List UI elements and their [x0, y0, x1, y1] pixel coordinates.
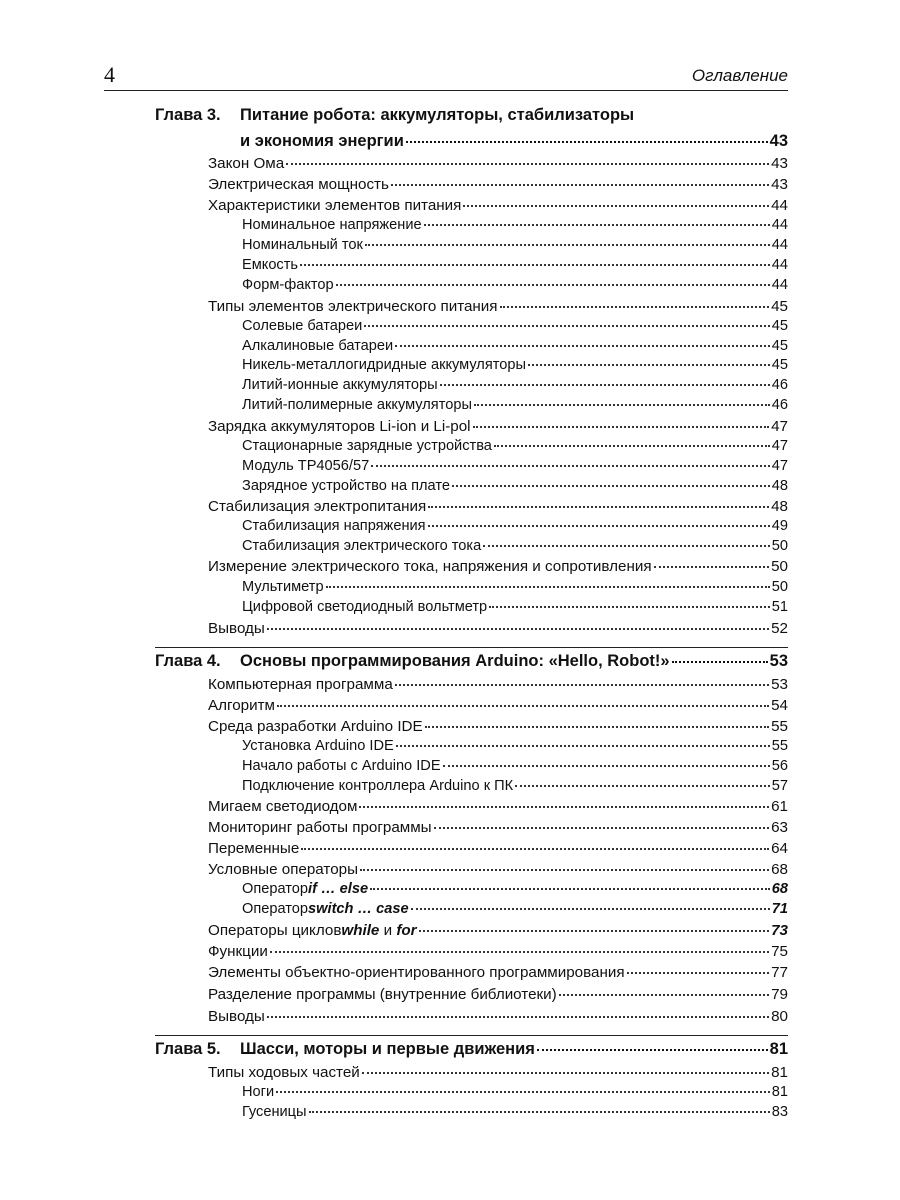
entry-page: 47: [771, 458, 788, 474]
entry-title: Выводы: [208, 620, 265, 637]
leader-dots: [396, 744, 770, 747]
leader-dots: [411, 907, 770, 910]
leader-dots: [267, 1015, 769, 1018]
entry-title: Алгоритм: [208, 697, 275, 714]
toc-subentry: [242, 357, 788, 377]
leader-dots: [627, 971, 770, 974]
page-number: 4: [104, 62, 115, 87]
entry-page: 51: [771, 599, 788, 615]
chapter-label: Глава 3.: [155, 106, 221, 124]
toc-subentry: [242, 1084, 788, 1104]
leader-dots: [336, 283, 770, 286]
leader-dots: [270, 950, 769, 953]
toc-entry: [208, 498, 788, 518]
entry-page: 61: [771, 798, 788, 815]
entry-title: Зарядка аккумуляторов Li-ion и Li-pol: [208, 418, 471, 435]
entry-page: 52: [771, 620, 788, 637]
leader-dots: [483, 544, 770, 547]
toc-entry: [208, 418, 788, 438]
entry-page: 43: [771, 176, 788, 193]
toc-entry: [208, 840, 788, 860]
leader-dots: [301, 847, 769, 850]
entry-title: Выводы: [208, 1008, 265, 1025]
leader-dots: [559, 993, 769, 996]
entry-page: 44: [771, 257, 788, 273]
toc-subentry: [242, 318, 788, 338]
leader-dots: [359, 805, 769, 808]
entry-page: 71: [771, 901, 788, 917]
toc-entry: [208, 697, 788, 717]
toc-entry: [208, 819, 788, 839]
entry-title-mid: и: [379, 922, 397, 939]
entry-code: for: [396, 922, 417, 939]
entry-page: 68: [771, 861, 788, 878]
toc-entry: [208, 861, 788, 881]
entry-title: Мониторинг работы программы: [208, 819, 432, 836]
leader-dots: [365, 243, 770, 246]
entry-title: Операторы циклов: [208, 922, 342, 939]
leader-dots: [434, 826, 770, 829]
entry-page: 44: [771, 197, 788, 214]
entry-title: Начало работы с Arduino IDE: [242, 758, 441, 774]
toc-entry: [208, 155, 788, 175]
leader-dots: [362, 1071, 769, 1074]
leader-dots: [537, 1048, 768, 1051]
entry-title: Оператор: [242, 881, 309, 897]
toc-entry: [208, 1064, 788, 1084]
entry-title: Характеристики элементов питания: [208, 197, 462, 214]
leader-dots: [672, 660, 768, 663]
entry-page: 45: [771, 298, 788, 315]
entry-page: 44: [771, 237, 788, 253]
leader-dots: [277, 704, 769, 707]
leader-dots: [406, 140, 768, 143]
entry-title: Подключение контроллера Arduino к ПК: [242, 778, 514, 794]
entry-page: 53: [771, 676, 788, 693]
toc-subentry: [242, 538, 788, 558]
entry-title: Разделение программы (внутренние библиотеки): [208, 986, 557, 1003]
toc-entry: [208, 718, 788, 738]
entry-title: Литий-полимерные аккумуляторы: [242, 397, 472, 413]
toc-subentry: [242, 1104, 788, 1124]
leader-dots: [489, 605, 770, 608]
leader-dots: [395, 683, 769, 686]
entry-title: Мигаем светодиодом: [208, 798, 358, 815]
entry-title: Литий-ионные аккумуляторы: [242, 377, 438, 393]
chapter-separator: [155, 1035, 788, 1036]
entry-title: Функции: [208, 943, 268, 960]
leader-dots: [443, 764, 770, 767]
toc-subentry: [242, 377, 788, 397]
entry-page: 68: [771, 881, 788, 897]
chapter-separator: [155, 647, 788, 648]
entry-page: 48: [771, 478, 788, 494]
toc-entry: [208, 943, 788, 963]
leader-dots: [494, 444, 770, 447]
leader-dots: [300, 263, 770, 266]
leader-dots: [364, 324, 770, 327]
toc-subentry: [242, 338, 788, 358]
entry-page: 47: [771, 418, 788, 435]
entry-title: Емкость: [242, 257, 299, 273]
leader-dots: [428, 524, 770, 527]
leader-dots: [473, 425, 770, 428]
entry-page: 49: [771, 518, 788, 534]
entry-title: Переменные: [208, 840, 300, 857]
entry-page: 45: [771, 338, 788, 354]
leader-dots: [528, 363, 770, 366]
toc-entry: [208, 298, 788, 318]
entry-code: switch … case: [308, 901, 409, 917]
toc-entry: [208, 986, 788, 1006]
leader-dots: [654, 565, 770, 568]
entry-title: Мультиметр: [242, 579, 324, 595]
entry-code: if … else: [308, 881, 369, 897]
toc-entry: [208, 197, 788, 217]
entry-title: Типы элементов электрического питания: [208, 298, 498, 315]
leader-dots: [267, 627, 769, 630]
leader-dots: [428, 505, 769, 508]
entry-page: 81: [771, 1064, 788, 1081]
leader-dots: [452, 484, 770, 487]
leader-dots: [326, 585, 770, 588]
entry-title: Стабилизация напряжения: [242, 518, 426, 534]
entry-title: Цифровой светодиодный вольтметр: [242, 599, 488, 615]
entry-page: 55: [771, 718, 788, 735]
entry-title: Компьютерная программа: [208, 676, 393, 693]
entry-page: 48: [771, 498, 788, 515]
toc-subentry: [242, 277, 788, 297]
leader-dots: [440, 383, 770, 386]
entry-title: Установка Arduino IDE: [242, 738, 394, 754]
entry-code: while: [341, 922, 380, 939]
toc-subentry: [242, 778, 788, 798]
toc-entry: [208, 676, 788, 696]
toc-entry: [208, 922, 788, 942]
entry-page: 83: [771, 1104, 788, 1120]
leader-dots: [474, 403, 770, 406]
leader-dots: [360, 868, 769, 871]
entry-page: 64: [771, 840, 788, 857]
chapter-title: Шасси, моторы и первые движения: [240, 1040, 535, 1058]
entry-title: Оператор: [242, 901, 309, 917]
entry-page: 81: [771, 1084, 788, 1100]
toc-entry: [208, 964, 788, 984]
entry-page: 50: [771, 538, 788, 554]
chapter-page: 43: [769, 132, 788, 150]
entry-page: 46: [771, 377, 788, 393]
entry-title: Никель-металлогидридные аккумуляторы: [242, 357, 526, 373]
entry-page: 75: [771, 943, 788, 960]
toc-subentry: [242, 237, 788, 257]
toc-subentry: [242, 257, 788, 277]
toc-subentry: [242, 397, 788, 417]
entry-page: 57: [771, 778, 788, 794]
toc-subentry: [242, 599, 788, 619]
entry-title: Ноги: [242, 1084, 275, 1100]
toc-entry: [208, 798, 788, 818]
entry-title: Среда разработки Arduino IDE: [208, 718, 423, 735]
leader-dots: [286, 162, 769, 165]
toc-entry: [208, 1008, 788, 1028]
entry-page: 50: [771, 579, 788, 595]
entry-page: 63: [771, 819, 788, 836]
entry-title: Элементы объектно-ориентированного программирования: [208, 964, 625, 981]
entry-title: Условные операторы: [208, 861, 359, 878]
toc-entry: [208, 176, 788, 196]
entry-title: Стабилизация электрического тока: [242, 538, 482, 554]
entry-page: 45: [771, 357, 788, 373]
entry-title: Стабилизация электропитания: [208, 498, 427, 515]
toc-subentry: [242, 738, 788, 758]
entry-page: 54: [771, 697, 788, 714]
entry-title: Измерение электрического тока, напряжения и сопротивления: [208, 558, 652, 575]
leader-dots: [463, 204, 769, 207]
entry-page: 80: [771, 1008, 788, 1025]
leader-dots: [370, 887, 770, 890]
entry-title: Гусеницы: [242, 1104, 307, 1120]
toc-subentry: [242, 438, 788, 458]
entry-title: Зарядное устройство на плате: [242, 478, 450, 494]
chapter-label: Глава 5.: [155, 1040, 221, 1058]
entry-page: 77: [771, 964, 788, 981]
toc-subentry: [242, 881, 788, 901]
entry-page: 56: [771, 758, 788, 774]
toc-subentry: [242, 478, 788, 498]
entry-page: 44: [771, 217, 788, 233]
entry-title: Номинальное напряжение: [242, 217, 422, 233]
entry-page: 50: [771, 558, 788, 575]
leader-dots: [395, 344, 770, 347]
entry-title: Модуль TP4056/57: [242, 458, 370, 474]
chapter-page: 81: [769, 1040, 788, 1058]
entry-title: Типы ходовых частей: [208, 1064, 360, 1081]
leader-dots: [309, 1110, 770, 1113]
entry-page: 47: [771, 438, 788, 454]
chapter-title-line2: и экономия энергии: [240, 132, 404, 150]
chapter-page: 53: [769, 652, 788, 670]
entry-title: Алкалиновые батареи: [242, 338, 394, 354]
page-header: [104, 58, 788, 91]
entry-page: 45: [771, 318, 788, 334]
chapter-title-line1: Питание робота: аккумуляторы, стабилизаторы: [240, 106, 635, 124]
entry-page: 46: [771, 397, 788, 413]
leader-dots: [391, 183, 769, 186]
running-title: Оглавление: [691, 66, 788, 85]
toc-entry: [208, 558, 788, 578]
chapter-label: Глава 4.: [155, 652, 221, 670]
entry-page: 73: [771, 922, 788, 939]
entry-page: 55: [771, 738, 788, 754]
leader-dots: [515, 784, 770, 787]
entry-title: Номинальный ток: [242, 237, 363, 253]
leader-dots: [276, 1090, 770, 1093]
entry-title: Закон Ома: [208, 155, 285, 172]
leader-dots: [500, 305, 770, 308]
toc-subentry: [242, 579, 788, 599]
leader-dots: [419, 929, 770, 932]
entry-title: Солевые батареи: [242, 318, 363, 334]
toc-subentry: [242, 758, 788, 778]
entry-page: 79: [771, 986, 788, 1003]
entry-title: Электрическая мощность: [208, 176, 389, 193]
toc-entry: [208, 620, 788, 640]
leader-dots: [425, 725, 769, 728]
entry-title: Стационарные зарядные устройства: [242, 438, 492, 454]
chapter-title: Основы программирования Arduino: «Hello, Robot!»: [240, 652, 670, 670]
toc-subentry: [242, 518, 788, 538]
entry-title: Форм-фактор: [242, 277, 334, 293]
toc-subentry: [242, 458, 788, 478]
toc-subentry: [242, 217, 788, 237]
entry-page: 43: [771, 155, 788, 172]
toc-subentry: [242, 901, 788, 921]
leader-dots: [371, 464, 770, 467]
leader-dots: [424, 223, 770, 226]
entry-page: 44: [771, 277, 788, 293]
